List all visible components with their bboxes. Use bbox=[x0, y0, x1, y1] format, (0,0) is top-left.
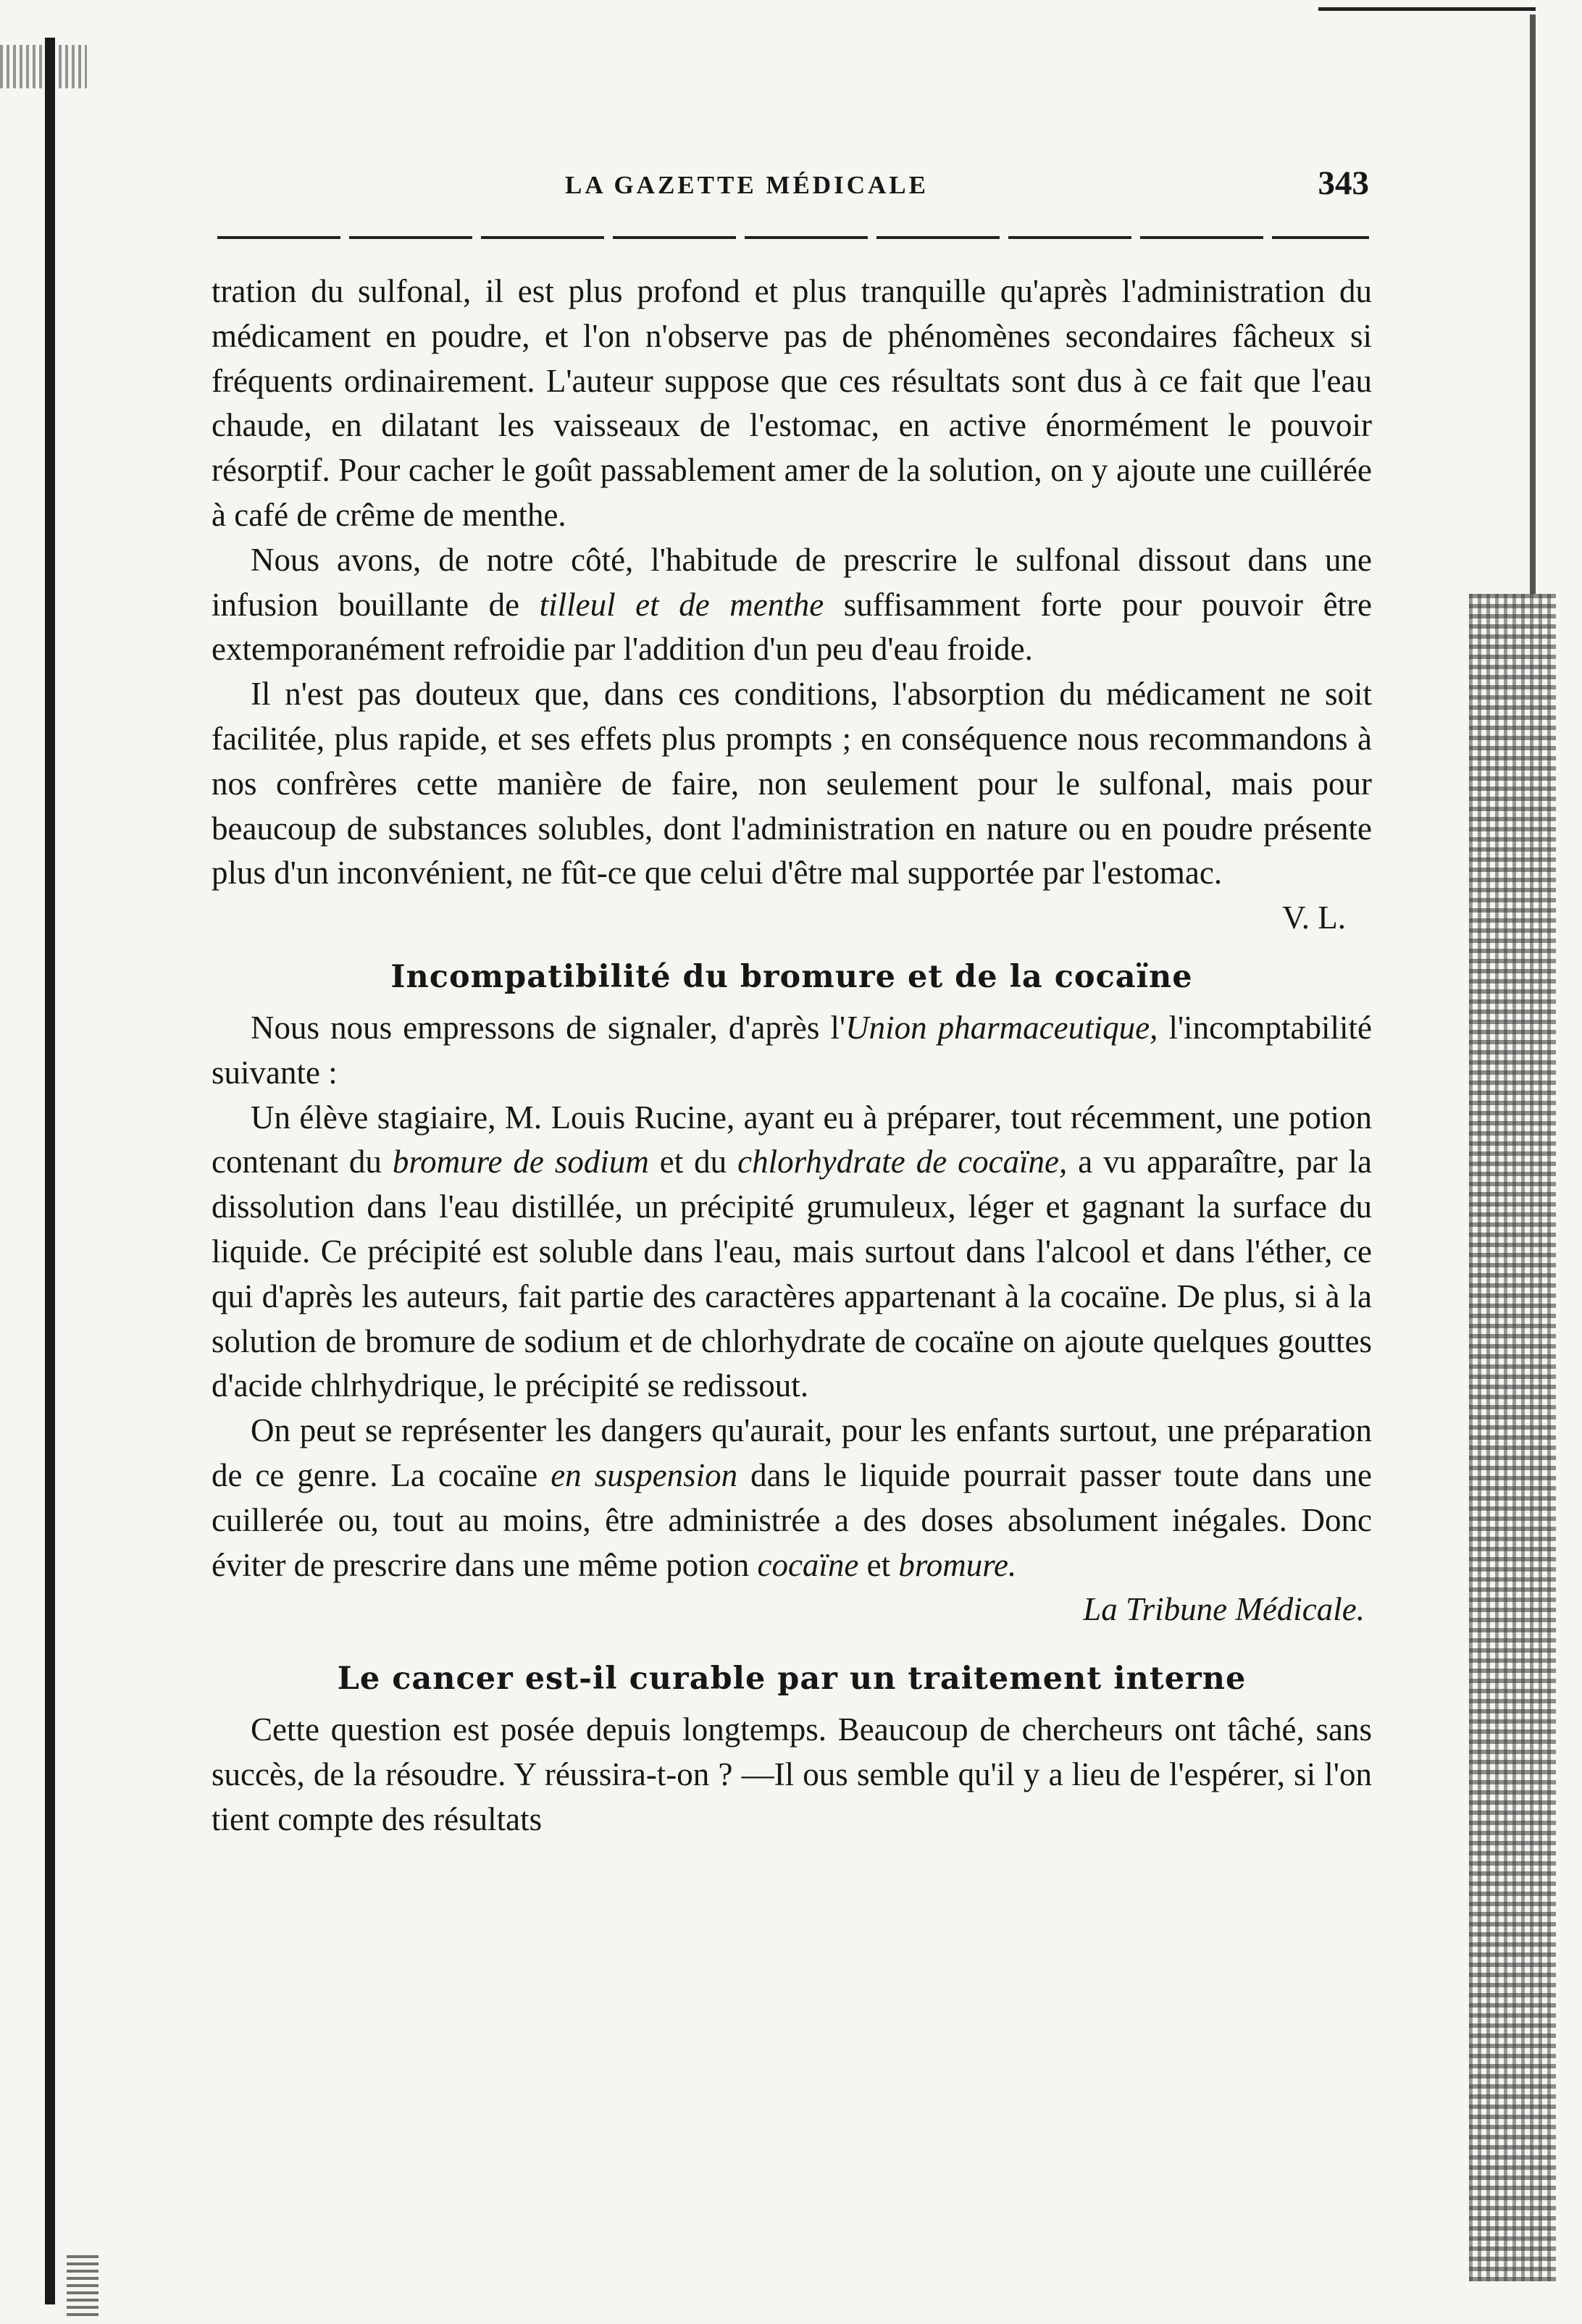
section-heading: Incompatibilité du bromure et de la cocaïne bbox=[390, 958, 1193, 995]
text-run: Un élève stagiaire, M. Louis Rucine, ayant eu à préparer, tout récemment, une potion contenant du bbox=[212, 1099, 1372, 1180]
section-heading: Le cancer est-il curable par un traitement interne bbox=[337, 1661, 1247, 1698]
source-citation: La Tribune Médicale. bbox=[1083, 1591, 1365, 1628]
text-run: Nous avons, de notre côté, l'habitude de prescrire le sulfonal dissout dans une infusion bouillante de bbox=[212, 541, 1372, 623]
italic-run: en suspension bbox=[551, 1456, 738, 1493]
text-run: l'incomptabilité suivante : bbox=[212, 1009, 1372, 1091]
page-number: 343 bbox=[1318, 164, 1369, 202]
paragraph bbox=[212, 538, 1372, 672]
scan-artifact-right-thin bbox=[1530, 14, 1536, 594]
paragraph: Il n'est pas douteux que, dans ces conditions, l'absorption du médicament ne soit facilitée, plus rapide, et ses effets plus prompts ; en conséquence nous recommandons à nos confrères cette manière de faire, non seulement pour le sulfonal, mais pour beaucoup de substances solubles, dont l'administration en nature ou en poudre présente plus d'un inconvénient, ne fût-ce que celui d'être mal supportée par l'estomac. bbox=[212, 676, 1372, 892]
text-run: On peut se représenter les dangers qu'aurait, pour les enfants surtout, une préparation de ce genre. La cocaïne bbox=[212, 1412, 1372, 1493]
scan-artifact-left-notch bbox=[0, 45, 87, 88]
text-run: Nous nous empressons de signaler, d'après l' bbox=[251, 1009, 846, 1046]
italic-run: bromure. bbox=[898, 1546, 1017, 1583]
scan-artifact-left-binding bbox=[45, 38, 55, 2304]
paragraph bbox=[212, 1096, 1372, 1409]
paragraph: tration du sulfonal, il est plus profond et plus tranquille qu'après l'administration du médicament en poudre, et l'on n'observe pas de phénomènes secondaires fâcheux si fréquents ordinairement. L'auteur suppose que ces résultats sont dus à ce fait que l'eau chaude, en dilatant les vaisseaux de l'estomac, en active énormément le pouvoir résorptif. Pour cacher le goût passablement amer de la solution, on y ajoute une cuillérée à café de crême de menthe. bbox=[212, 273, 1372, 533]
page-header bbox=[217, 164, 1369, 219]
italic-run: Union pharmaceutique, bbox=[845, 1009, 1158, 1046]
italic-run: tilleul et de menthe bbox=[539, 586, 824, 623]
header-rule bbox=[217, 236, 1369, 239]
running-title: LA GAZETTE MÉDICALE bbox=[565, 171, 929, 199]
text-run: et du bbox=[648, 1144, 738, 1180]
scan-artifact-top-line bbox=[1318, 7, 1536, 11]
text-run: et bbox=[858, 1546, 899, 1583]
paragraph: Cette question est posée depuis longtemps. Beaucoup de chercheurs ont tâché, sans succès, de la résoudre. Y réussira-t-on ? —Il ous semble qu'il y a lieu de l'espérer, si l'on tient compte des résultats bbox=[212, 1711, 1372, 1837]
scan-artifact-left-bottom bbox=[67, 2251, 99, 2316]
text-run: suffisamment forte pour pouvoir être extemporanément refroidie par l'addition d'un peu d'eau froide. bbox=[212, 586, 1373, 668]
paragraph bbox=[212, 1409, 1372, 1587]
text-run: a vu apparaître, par la dissolution dans l'eau distillée, un précipité grumuleux, léger et gagnant la surface du liquide. Ce précipité est soluble dans l'eau, mais surtout dans l'alcool et dans l'éther, ce qui d'après les auteurs, fait partie des caractères appartenant à la cocaïne. De plus, si à la solution de bromure de sodium et de chlorhydrate de cocaïne on ajoute quelques gouttes d'acide chlrhydrique, le précipité se redissout. bbox=[212, 1144, 1372, 1404]
italic-run: cocaïne bbox=[757, 1546, 859, 1583]
paragraph bbox=[212, 1006, 1372, 1096]
italic-run: bromure de sodium bbox=[392, 1144, 649, 1180]
page-body bbox=[212, 269, 1372, 1842]
italic-run: chlorhydrate de cocaïne, bbox=[737, 1144, 1068, 1180]
author-signoff: V. L. bbox=[1282, 899, 1346, 936]
text-run: dans le liquide pourrait passer toute dans une cuillerée ou, tout au moins, être administrée a des doses absolument inégales. Donc éviter de prescrire dans une même potion bbox=[212, 1456, 1372, 1583]
scan-artifact-right-edge bbox=[1469, 594, 1556, 2281]
